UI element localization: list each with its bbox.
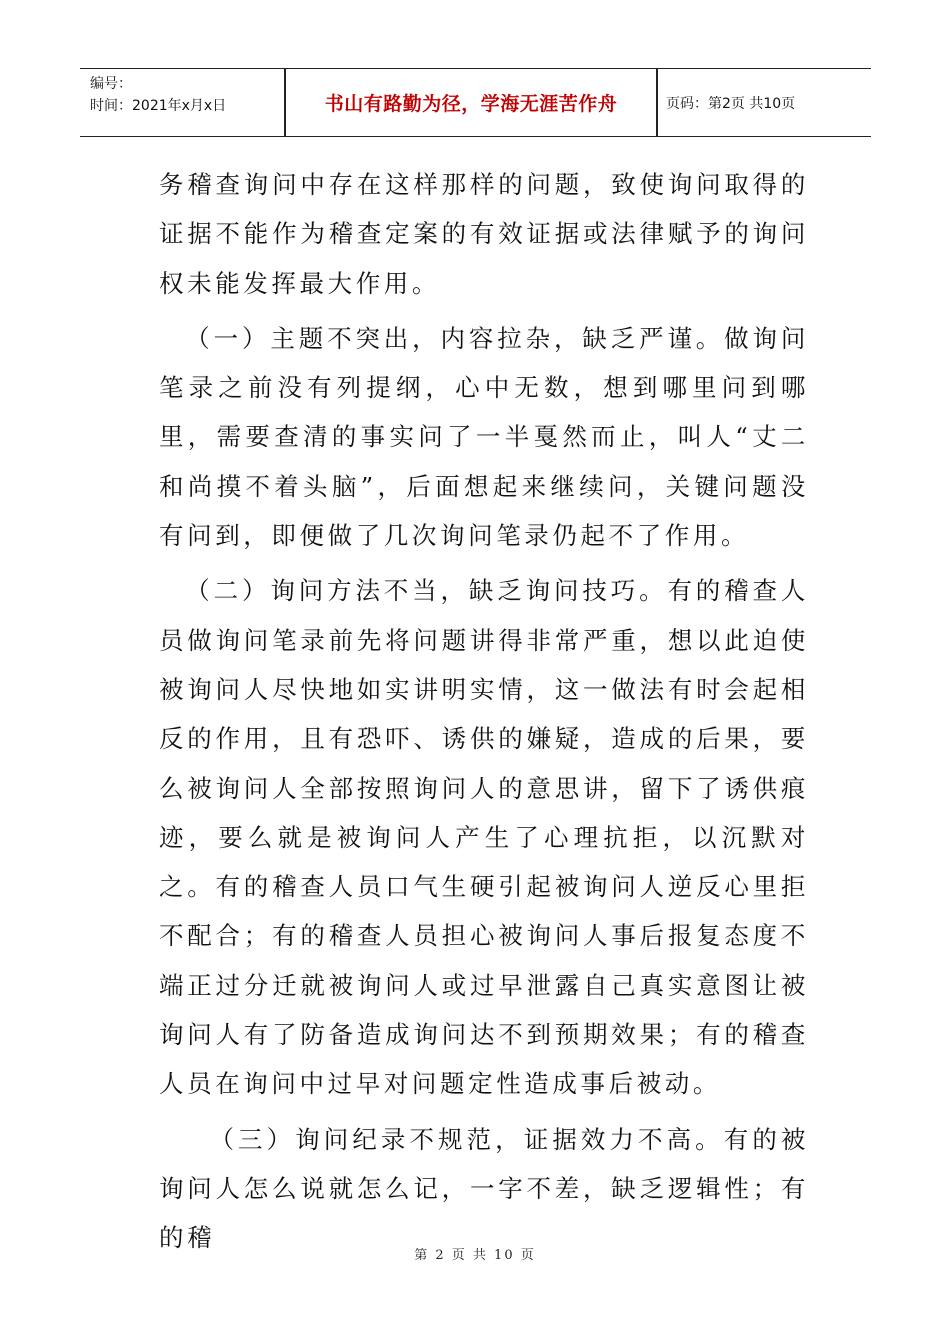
body-paragraph [159, 1115, 809, 1263]
body-paragraph-text: （一）主题不突出，内容拉杂，缺乏严谨。做询问笔录之前没有列提纲，心中无数，想到哪里问到哪里，需要查清的事实问了一半戛然而止，叫人“丈二和尚摸不着头脑”，后面想起来继续问，关键问题没有问到，即便做了几次询问笔录仍起不了作用。 [159, 323, 809, 551]
header-motto: 书山有路勤为径，学海无涯苦作舟 [324, 93, 618, 115]
header-meta [80, 69, 284, 136]
body-paragraph [159, 566, 809, 1108]
page-header [80, 68, 871, 137]
header-motto-cell [286, 69, 656, 136]
page-footer: 第 2 页 共 10 页 [414, 1248, 536, 1263]
body-paragraph-text: （三）询问纪录不规范，证据效力不高。有的被询问人怎么说就怎么记，一字不差，缺乏逻辑性；有的稽 [159, 1124, 809, 1253]
document-body [159, 160, 809, 1263]
body-paragraph-text: （二）询问方法不当，缺乏询问技巧。有的稽查人员做询问笔录前先将问题讲得非常严重，想以此迫使被询问人尽快地如实讲明实情，这一做法有时会起相反的作用，且有恐吓、诱供的嫌疑，造成的后果，要么被询问人全部按照询问人的意思讲，留下了诱供痕迹，要么就是被询问人产生了心理抗拒，以沉默对之。有的稽查人员口气生硬引起被询问人逆反心里拒不配合；有的稽查人员担心被询问人事后报复态度不端正过分迁就被询问人或过早泄露自己真实意图让被询问人有了防备造成询问达不到预期效果；有的稽查人员在询问中过早对问题定性造成事后被动。 [159, 576, 809, 1099]
body-paragraph: 务稽查询问中存在这样那样的问题，致使询问取得的证据不能作为稽查定案的有效证据或法律赋予的询问权未能发挥最大作用。 [159, 170, 809, 298]
header-page-number: 页码：第2页 共10页 [666, 95, 796, 112]
document-time-label: 时间：2021年x月x日 [90, 98, 227, 114]
body-paragraph [159, 314, 809, 560]
document-number-label: 编号： [90, 76, 132, 92]
header-page-cell [658, 69, 871, 136]
